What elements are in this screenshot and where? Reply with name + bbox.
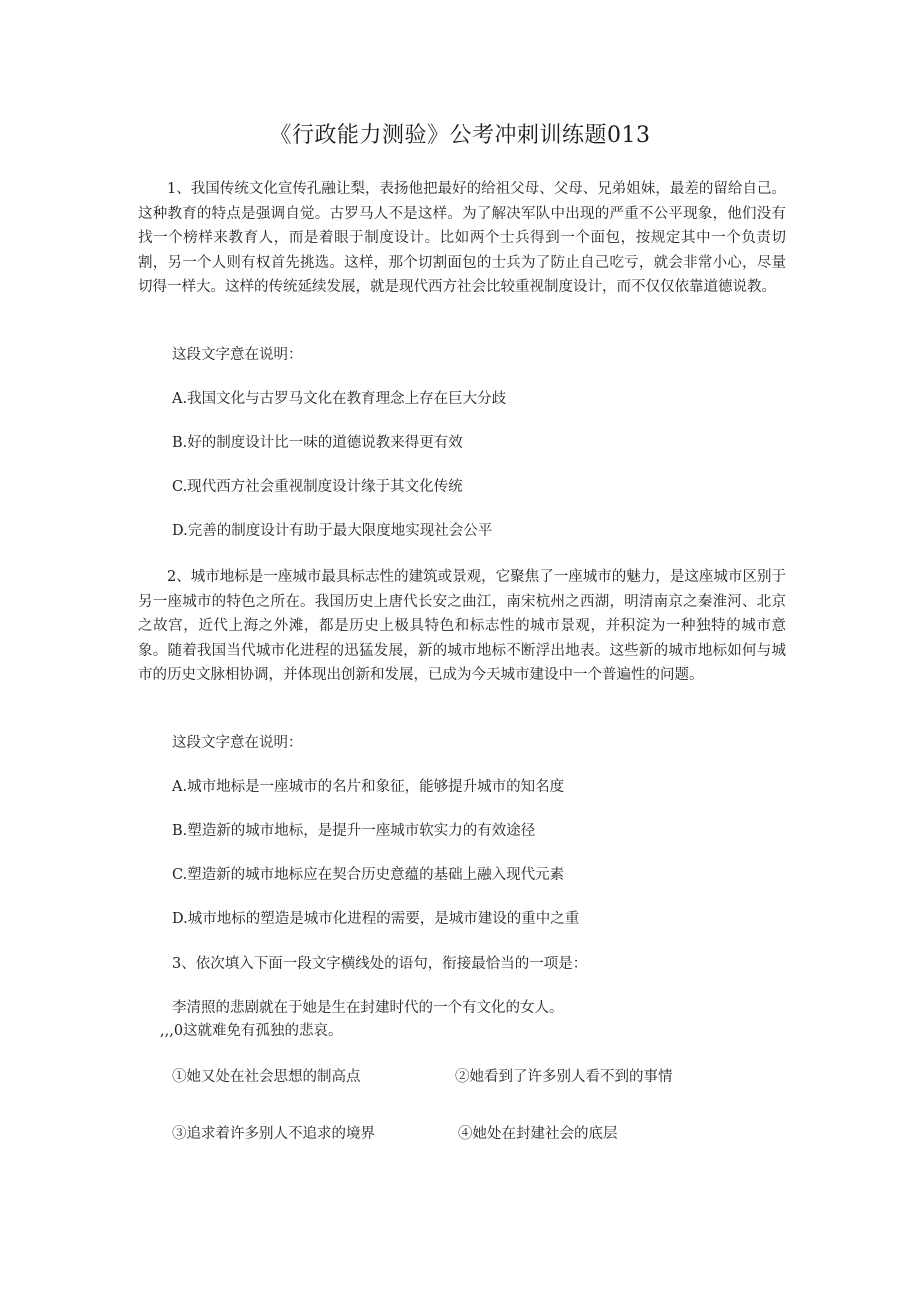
question-2-option-c: C.塑造新的城市地标应在契合历史意蕴的基础上融入现代元素 bbox=[172, 867, 565, 883]
question-2-prompt: 这段文字意在说明： bbox=[172, 735, 303, 751]
document-title: 《行政能力测验》公考冲刺训练题013 bbox=[269, 123, 651, 148]
question-1-prompt: 这段文字意在说明： bbox=[172, 347, 303, 363]
question-2-stem: 2、城市地标是一座城市最具标志性的建筑或景观，它聚焦了一座城市的魅力，是这座城市区别于另一座城市的特色之所在。我国历史上唐代长安之曲江，南宋杭州之西湖，明清南京之秦淮河、北京之故宫，近代上海之外滩，都是历史上极具特色和标志性的城市景观，并积淀为一种独特的城市意象。随着我国当代城市化进程的迅猛发展，新的城市地标不断浮出地表。这些新的城市地标如何与城市的历史文脉相协调，并体现出创新和发展，已成为今天城市建设中一个普遍性的问题。 bbox=[138, 569, 786, 683]
question-2-option-b: B.塑造新的城市地标，是提升一座城市软实力的有效途径 bbox=[172, 823, 536, 839]
question-2-option-a: A.城市地标是一座城市的名片和象征，能够提升城市的知名度 bbox=[172, 779, 565, 795]
question-1-option-c: C.现代西方社会重视制度设计缘于其文化传统 bbox=[172, 479, 463, 495]
question-1-option-d: D.完善的制度设计有助于最大限度地实现社会公平 bbox=[172, 523, 493, 539]
question-1-option-a: A.我国文化与古罗马文化在教育理念上存在巨大分歧 bbox=[172, 391, 507, 407]
question-3-option-3: ③追求着许多别人不追求的境界 bbox=[172, 1126, 375, 1142]
question-3-stem: 3、依次填入下面一段文字横线处的语句，衔接最恰当的一项是： bbox=[172, 956, 588, 972]
question-2-option-d: D.城市地标的塑造是城市化进程的需要，是城市建设的重中之重 bbox=[172, 911, 580, 927]
question-3-option-4: ④她处在封建社会的底层 bbox=[458, 1126, 618, 1142]
question-1-stem: 1、我国传统文化宣传孔融让梨，表扬他把最好的给祖父母、父母、兄弟姐妹，最差的留给自己。这种教育的特点是强调自觉。古罗马人不是这样。为了解决军队中出现的严重不公平现象，他们没有找一个榜样来教育人，而是着眼于制度设计。比如两个士兵得到一个面包，按规定其中一个负责切割，另一个人则有权首先挑选。这样，那个切割面包的士兵为了防止自己吃亏，就会非常小心，尽量切得一样大。这样的传统延续发展，就是现代西方社会比较重视制度设计，而不仅仅依靠道德说教。 bbox=[138, 181, 786, 295]
question-3-passage-line-2: ,,,0这就难免有孤独的悲哀。 bbox=[160, 1023, 343, 1039]
question-3-option-2: ②她看到了许多别人看不到的事情 bbox=[455, 1069, 673, 1085]
question-3-passage-line-1: 李清照的悲剧就在于她是生在封建时代的一个有文化的女人。 bbox=[172, 1000, 564, 1016]
question-1-option-b: B.好的制度设计比一味的道德说教来得更有效 bbox=[172, 435, 463, 451]
question-3-option-1: ①她又处在社会思想的制高点 bbox=[172, 1069, 361, 1085]
